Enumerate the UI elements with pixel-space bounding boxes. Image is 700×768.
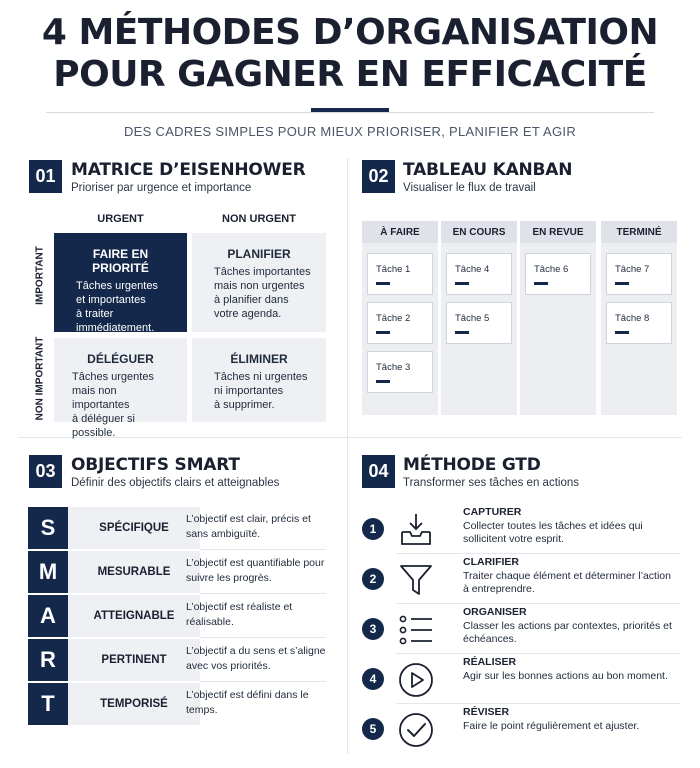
- smart-letter: R: [28, 639, 68, 681]
- smart-word: MESURABLE: [68, 551, 200, 593]
- step-description: Agir sur les bonnes actions au bon moment.: [463, 670, 668, 682]
- eisenhower-subtitle: Prioriser par urgence et importance: [71, 182, 252, 194]
- kanban-card[interactable]: Tâche 1: [367, 253, 433, 295]
- smart-description: L’objectif est quantifiable pour suivre les progrès.: [186, 557, 325, 584]
- play-icon: [396, 660, 436, 700]
- gtd-subtitle: Transformer ses tâches en actions: [403, 477, 579, 489]
- kanban-card[interactable]: Tâche 8: [606, 302, 672, 344]
- quadrant-title: ÉLIMINER: [230, 352, 288, 366]
- row-header-not-important: NON IMPORTANT: [34, 336, 46, 421]
- gtd-step-capture: [362, 506, 680, 556]
- quadrant-title: PLANIFIER: [227, 247, 291, 261]
- gtd-step-do: [362, 656, 680, 706]
- step-number: 4: [362, 668, 384, 690]
- section-number-03: 03: [29, 455, 62, 488]
- smart-description: L’objectif est clair, précis et sans ambiguïté.: [186, 513, 311, 540]
- kanban-column-header: TERMINÉ: [601, 221, 677, 243]
- quadrant-description: Tâches importantes mais non urgentes à planifier dans votre agenda.: [214, 266, 311, 320]
- smart-word: PERTINENT: [68, 639, 200, 681]
- eisenhower-title: MATRICE D’EISENHOWER: [71, 160, 306, 180]
- smart-row-relevant: [28, 639, 326, 683]
- quadrant-description: Tâches urgentes et importantes à traiter immédiatement.: [76, 280, 158, 334]
- quadrant-title: FAIRE EN PRIORITÉ: [92, 247, 149, 275]
- step-description: Faire le point régulièrement et ajuster.: [463, 720, 640, 732]
- kanban-column-header: EN COURS: [441, 221, 517, 243]
- list-icon: [396, 610, 436, 650]
- quadrant-description: Tâches ni urgentes ni importantes à supprimer.: [214, 371, 308, 411]
- section-number-02: 02: [362, 160, 395, 193]
- kanban-column-in-review: [520, 221, 596, 415]
- smart-letter: M: [28, 551, 68, 593]
- step-description: Collecter toutes les tâches et idées qui sollicitent votre esprit.: [463, 520, 643, 545]
- step-number: 5: [362, 718, 384, 740]
- page-subtitle: DES CADRES SIMPLES POUR MIEUX PRIORISER, PLANIFIER ET AGIR: [123, 124, 577, 139]
- kanban-title: TABLEAU KANBAN: [403, 160, 573, 180]
- kanban-card[interactable]: Tâche 5: [446, 302, 512, 344]
- kanban-column-header: À FAIRE: [362, 221, 438, 243]
- quadrant-title: DÉLÉGUER: [87, 352, 154, 366]
- gtd-step-clarify: [362, 556, 680, 606]
- section-number-04: 04: [362, 455, 395, 488]
- title-line-2: POUR GAGNER EN EFFICACITÉ: [53, 54, 647, 95]
- step-number: 1: [362, 518, 384, 540]
- title-accent-rule: [311, 108, 389, 112]
- smart-row-time-bound: [28, 683, 326, 727]
- quadrant-delegate: [54, 338, 187, 439]
- step-number: 3: [362, 618, 384, 640]
- step-description: Classer les actions par contextes, priorités et échéances.: [463, 620, 672, 645]
- row-header-important: IMPORTANT: [34, 246, 46, 305]
- quadrant-do-first: [54, 233, 187, 332]
- step-title: CLARIFIER: [463, 556, 519, 568]
- gtd-title: MÉTHODE GTD: [403, 455, 541, 475]
- quadrant-description: Tâches urgentes mais non importantes à déléguer si possible.: [72, 371, 154, 439]
- smart-description: L’objectif est défini dans le temps.: [186, 689, 309, 716]
- step-title: RÉVISER: [463, 706, 510, 718]
- smart-subtitle: Définir des objectifs clairs et atteignables: [71, 477, 280, 489]
- kanban-card[interactable]: Tâche 3: [367, 351, 433, 393]
- kanban-column-done: [601, 221, 677, 415]
- kanban-subtitle: Visualiser le flux de travail: [403, 182, 536, 194]
- vertical-divider: [347, 158, 348, 754]
- kanban-card[interactable]: Tâche 6: [525, 253, 591, 295]
- smart-word: TEMPORISÉ: [68, 683, 200, 725]
- quadrant-schedule: [192, 233, 326, 332]
- smart-description: L’objectif est réaliste et réalisable.: [186, 601, 293, 628]
- smart-row-measurable: [28, 551, 326, 595]
- smart-title: OBJECTIFS SMART: [71, 455, 240, 475]
- smart-description: L’objectif a du sens et s’aligne avec vos priorités.: [186, 645, 326, 672]
- column-header-not-urgent: NON URGENT: [222, 213, 296, 225]
- smart-word: SPÉCIFIQUE: [68, 507, 200, 549]
- kanban-card[interactable]: Tâche 7: [606, 253, 672, 295]
- kanban-column-header: EN REVUE: [520, 221, 596, 243]
- kanban-column-todo: [362, 221, 438, 415]
- kanban-card[interactable]: Tâche 4: [446, 253, 512, 295]
- funnel-icon: [396, 560, 436, 600]
- gtd-step-organize: [362, 606, 680, 656]
- step-title: RÉALISER: [463, 656, 517, 668]
- step-description: Traiter chaque élément et déterminer l’action à entreprendre.: [463, 570, 671, 595]
- smart-letter: T: [28, 683, 68, 725]
- smart-row-specific: [28, 507, 326, 551]
- kanban-column-in-progress: [441, 221, 517, 415]
- column-header-urgent: URGENT: [97, 213, 144, 225]
- title-line-1: 4 MÉTHODES D’ORGANISATION: [41, 12, 659, 53]
- check-icon: [396, 710, 436, 750]
- step-title: ORGANISER: [463, 606, 527, 618]
- page-title: [0, 12, 700, 96]
- step-number: 2: [362, 568, 384, 590]
- step-title: CAPTURER: [463, 506, 522, 518]
- section-number-01: 01: [29, 160, 62, 193]
- smart-word: ATTEIGNABLE: [68, 595, 200, 637]
- inbox-icon: [396, 510, 436, 550]
- smart-letter: S: [28, 507, 68, 549]
- kanban-card[interactable]: Tâche 2: [367, 302, 433, 344]
- quadrant-eliminate: [192, 338, 326, 422]
- smart-letter: A: [28, 595, 68, 637]
- gtd-step-review: [362, 706, 680, 756]
- smart-row-achievable: [28, 595, 326, 639]
- header-divider: [46, 112, 654, 113]
